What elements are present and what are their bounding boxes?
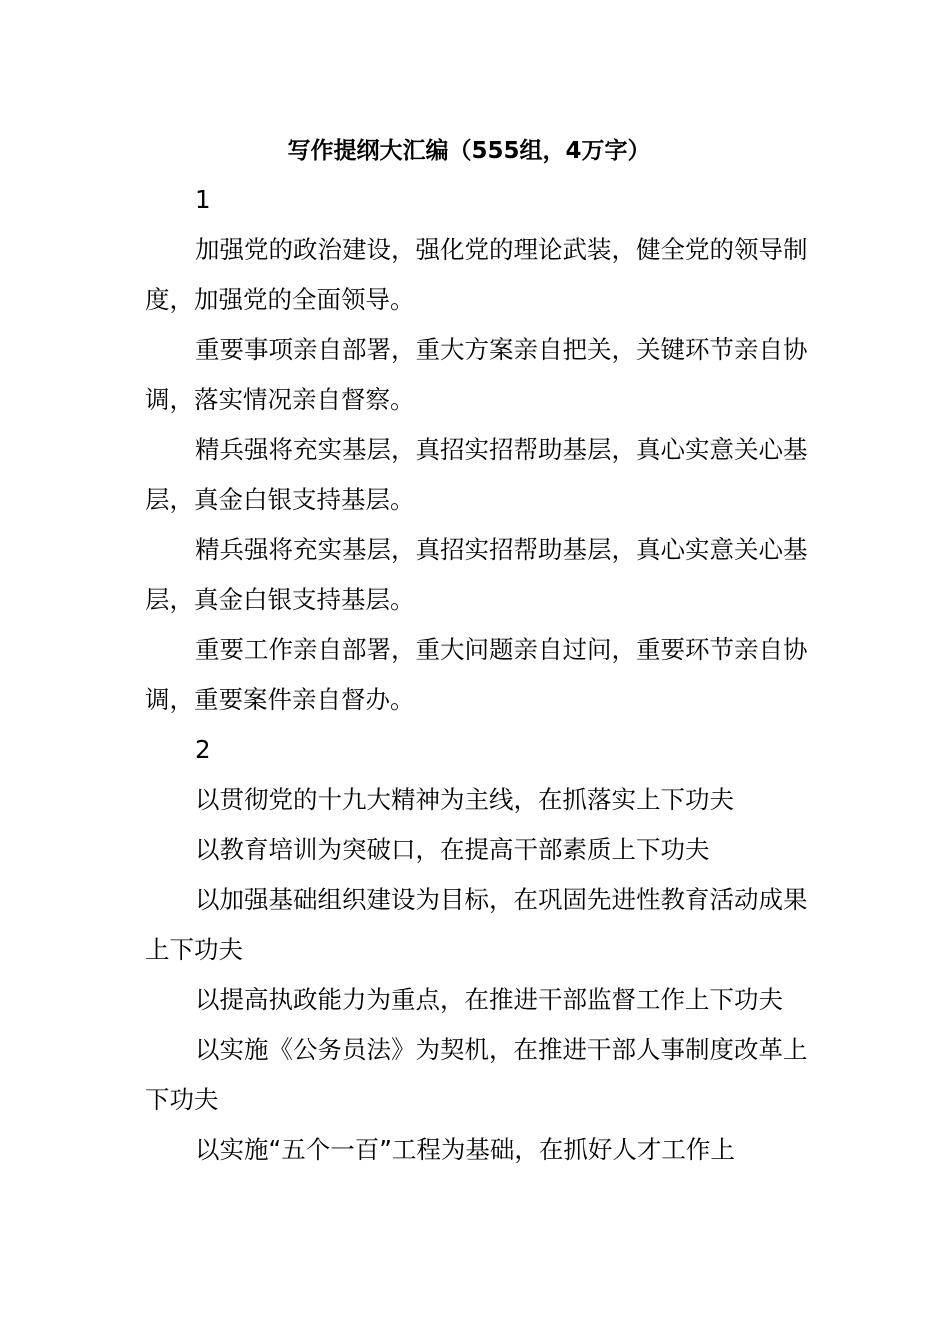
paragraph: 加强党的政治建设，强化党的理论武装，健全党的领导制度，加强党的全面领导。 xyxy=(145,235,808,314)
paragraph: 重要事项亲自部署，重大方案亲自把关，关键环节亲自协调，落实情况亲自督察。 xyxy=(145,335,808,414)
paragraph: 以贯彻党的十九大精神为主线，在抓落实上下功夫 xyxy=(195,785,734,814)
paragraph: 以教育培训为突破口，在提高干部素质上下功夫 xyxy=(195,835,710,864)
paragraph: 重要工作亲自部署，重大问题亲自过问，重要环节亲自协调，重要案件亲自督办。 xyxy=(145,635,808,714)
section-number: 2 xyxy=(195,735,211,764)
section-number: 1 xyxy=(195,185,211,214)
paragraph: 以实施“五个一百”工程为基础，在抓好人才工作上 xyxy=(195,1135,735,1164)
paragraph: 精兵强将充实基层，真招实招帮助基层，真心实意关心基层，真金白银支持基层。 xyxy=(145,535,808,614)
document-title: 写作提纲大汇编（555组，4万字） xyxy=(287,138,651,164)
document-body xyxy=(145,175,810,1175)
paragraph: 精兵强将充实基层，真招实招帮助基层，真心实意关心基层，真金白银支持基层。 xyxy=(145,435,808,514)
paragraph: 以提高执政能力为重点，在推进干部监督工作上下功夫 xyxy=(195,985,783,1014)
paragraph: 以加强基础组织建设为目标，在巩固先进性教育活动成果上下功夫 xyxy=(145,885,808,964)
paragraph: 以实施《公务员法》为契机，在推进干部人事制度改革上下功夫 xyxy=(145,1035,808,1114)
